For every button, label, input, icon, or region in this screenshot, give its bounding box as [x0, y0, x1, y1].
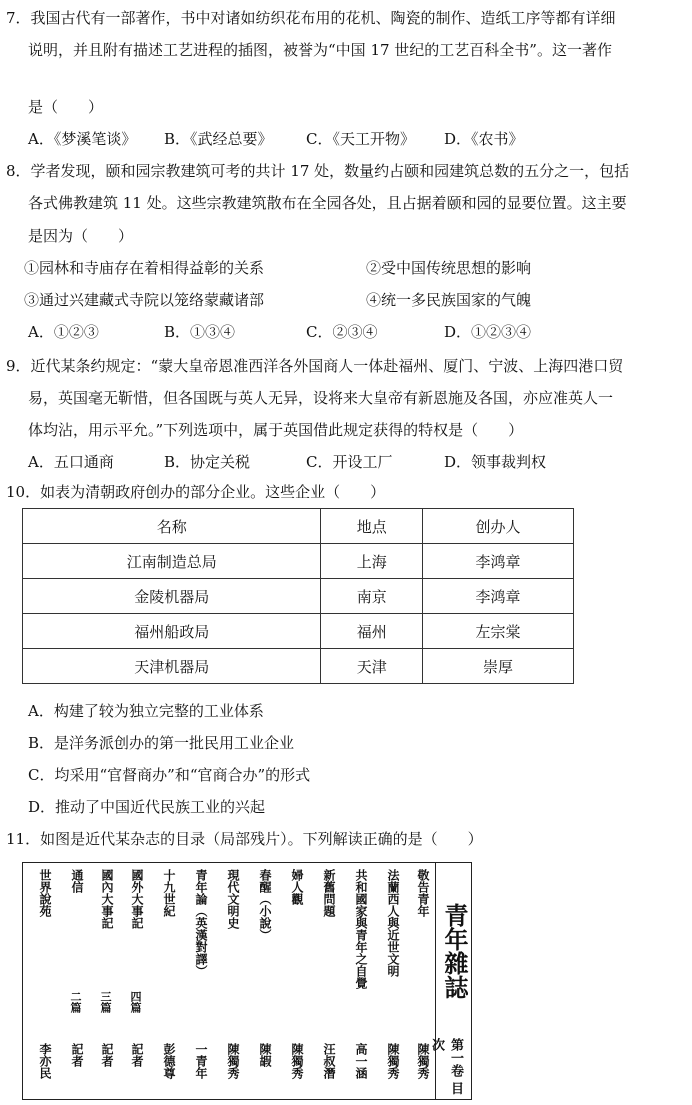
table-cell: 崇厚: [423, 649, 574, 684]
q9-option-d: D．领事裁判权: [444, 453, 547, 471]
toc-article-title: 世界說苑: [38, 869, 52, 917]
toc-article-author: 陳獨秀: [290, 1043, 304, 1079]
q8-stem-line1: 8．学者发现，颐和园宗教建筑可考的共计 17 处，数量约占颐和园建筑总数的五分之一，包括: [6, 162, 630, 180]
toc-article-author: 陳嘏: [258, 1043, 272, 1067]
q8-option-b: B．①③④: [164, 323, 236, 341]
q7-option-a: A．《梦溪笔谈》: [28, 130, 137, 148]
q10-stem: 10．如表为清朝政府创办的部分企业。这些企业（ ）: [6, 483, 386, 501]
table-cell: 福州船政局: [23, 614, 321, 649]
table-cell: 左宗棠: [423, 614, 574, 649]
q9-option-a: A．五口通商: [28, 453, 114, 471]
q9-stem-line1: 9．近代某条约规定：“蒙大皇帝恩准西洋各外国商人一体赴福州、厦门、宁波、上海四港口贸: [6, 357, 624, 375]
q10-option-b: B．是洋务派创办的第一批民用工业企业: [28, 734, 295, 752]
q8-stem-line2: 各式佛教建筑 11 处。这些宗教建筑散布在全园各处，且占据着颐和园的显要位置。这主要: [28, 194, 627, 212]
table-row: [23, 544, 574, 579]
toc-page-count: 三篇: [99, 991, 112, 1013]
toc-article-title: 現代文明史: [226, 869, 240, 929]
q10-option-d: D．推动了中国近代民族工业的兴起: [28, 798, 266, 816]
table-row: [23, 579, 574, 614]
toc-article-title: 十九世紀: [162, 869, 176, 917]
toc-article-title: 春醒（小說）: [258, 869, 272, 941]
table-row: [23, 614, 574, 649]
q7-stem-line3: 是（ ）: [28, 98, 104, 116]
q11-stem: 11．如图是近代某杂志的目录（局部残片）。下列解读正确的是（ ）: [6, 830, 483, 848]
table-cell: 福州: [321, 614, 423, 649]
toc-page-count: 二篇: [69, 991, 82, 1013]
table-cell: 天津机器局: [23, 649, 321, 684]
q7-stem-line1: 7．我国古代有一部著作，书中对诸如纺织花布用的花机、陶瓷的制作、造纸工序等都有详细: [6, 9, 616, 27]
toc-article-title: 婦人觀: [290, 869, 304, 905]
table-header-cell: 名称: [23, 509, 321, 544]
table-cell: 天津: [321, 649, 423, 684]
q8-item-4: ④统一多民族国家的气魄: [366, 291, 532, 309]
toc-article-author: 彭德尊: [162, 1043, 176, 1079]
toc-article-author: 陳獨秀: [386, 1043, 400, 1079]
toc-article-title: 青年論（英漢對譯）: [194, 869, 208, 977]
q8-item-2: ②受中国传统思想的影响: [366, 259, 532, 277]
toc-article-author: 陳獨秀: [416, 1043, 430, 1079]
toc-article-title: 國外大事記: [130, 869, 144, 929]
table-cell: 李鸿章: [423, 544, 574, 579]
magazine-toc-fragment: [22, 862, 472, 1100]
toc-page-count: 四篇: [129, 991, 142, 1013]
toc-article-author: 李亦民: [38, 1043, 52, 1079]
q10-option-a: A．构建了较为独立完整的工业体系: [28, 702, 264, 720]
toc-article-title: 敬告青年: [416, 869, 430, 917]
toc-article-author: 一青年: [194, 1043, 208, 1079]
q8-stem-line3: 是因为（ ）: [28, 227, 134, 245]
table-cell: 江南制造总局: [23, 544, 321, 579]
toc-article-author: 記者: [70, 1043, 84, 1067]
enterprise-table: [22, 508, 574, 684]
toc-article-title: 通信: [70, 869, 84, 893]
q7-option-c: C．《天工开物》: [306, 130, 415, 148]
table-row: [23, 649, 574, 684]
table-cell: 金陵机器局: [23, 579, 321, 614]
table-cell: 上海: [321, 544, 423, 579]
toc-article-title: 新舊問題: [322, 869, 336, 917]
q8-option-d: D．①②③④: [444, 323, 532, 341]
q7-option-d: D．《农书》: [444, 130, 524, 148]
toc-divider: [435, 863, 436, 1099]
toc-article-author: 汪叔潛: [322, 1043, 336, 1079]
table-cell: 李鸿章: [423, 579, 574, 614]
table-cell: 南京: [321, 579, 423, 614]
q10-option-c: C．均采用“官督商办”和“官商合办”的形式: [28, 766, 311, 784]
q8-item-3: ③通过兴建藏式寺院以笼络蒙藏诸部: [24, 291, 265, 309]
q8-option-a: A．①②③: [28, 323, 99, 341]
toc-article-title: 法蘭西人與近世文明: [386, 869, 400, 977]
toc-article-title: 共和國家與青年之自覺: [354, 869, 368, 989]
q8-item-1: ①园林和寺庙存在着相得益彰的关系: [24, 259, 265, 277]
toc-article-author: 記者: [100, 1043, 114, 1067]
q7-option-b: B．《武经总要》: [164, 130, 273, 148]
q9-option-c: C．开设工厂: [306, 453, 393, 471]
toc-article-author: 記者: [130, 1043, 144, 1067]
magazine-subtitle: 第一卷 目次: [429, 1038, 463, 1095]
q7-stem-line2: 说明，并且附有描述工艺进程的插图，被誉为“中国 17 世纪的工艺百科全书”。这一著作: [28, 41, 612, 59]
q9-stem-line3: 体均沾，用示平允。”下列选项中，属于英国借此规定获得的特权是（ ）: [28, 421, 524, 439]
q8-option-c: C．②③④: [306, 323, 378, 341]
table-header-cell: 地点: [321, 509, 423, 544]
table-header-cell: 创办人: [423, 509, 574, 544]
toc-article-author: 高一涵: [354, 1043, 368, 1079]
toc-article-author: 陳獨秀: [226, 1043, 240, 1079]
magazine-title: 青年雜誌: [440, 903, 469, 999]
q9-option-b: B．协定关税: [164, 453, 251, 471]
toc-article-title: 國內大事記: [100, 869, 114, 929]
q9-stem-line2: 易，英国毫无靳惜，但各国既与英人无异，设将来大皇帝有新恩施及各国，亦应准英人一: [28, 389, 614, 407]
table-header-row: [23, 509, 574, 544]
